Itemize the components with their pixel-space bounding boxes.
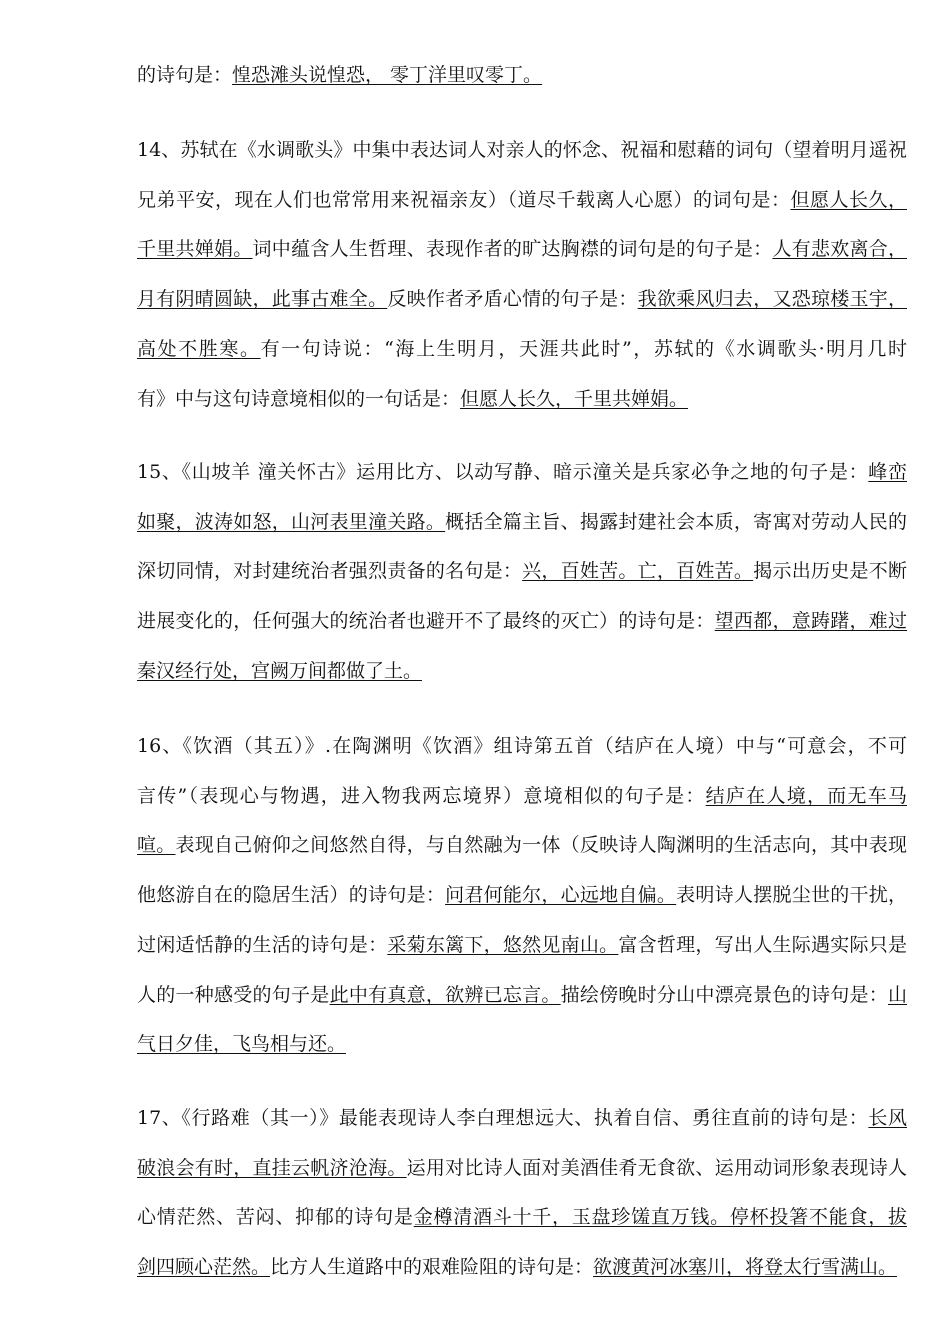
text-line [137, 62, 907, 88]
text-line [137, 509, 907, 535]
question-text: 揭示出历史是不断 [753, 560, 907, 582]
answer-text: 千里共婵娟。 [137, 238, 253, 260]
answer-text: 采菊东篱下，悠然见南山。 [387, 934, 619, 956]
text-line [137, 882, 907, 908]
text-line [137, 236, 907, 262]
answer-text: 剑四顾心茫然。 [137, 1256, 271, 1278]
answer-text: 月有阴晴圆缺，此事古难全。 [137, 288, 388, 310]
answer-text: 人有悲欢离合， [772, 238, 907, 260]
answer-text: 问君何能尔，心远地自偏。 [445, 884, 677, 906]
text-line [137, 137, 907, 163]
text-line [137, 982, 907, 1008]
question-text: 人的一种感受的句子是 [137, 984, 330, 1006]
answer-text: 此中有真意，欲辨已忘言。 [329, 984, 561, 1006]
question-text: 词中蕴含人生哲理、表现作者的旷达胸襟的词句是的句子是： [252, 238, 773, 260]
text-line [137, 832, 907, 858]
text-line [137, 187, 907, 213]
text-line [137, 386, 907, 412]
text-line [137, 1254, 907, 1280]
text-line [137, 1031, 907, 1057]
text-line [137, 286, 907, 312]
answer-text: 气日夕佳，飞鸟相与还。 [137, 1033, 347, 1055]
answer-text: 峰峦 [868, 461, 907, 483]
answer-text: 如聚，波涛如怒，山河表里潼关路。 [137, 511, 446, 533]
text-line [137, 336, 907, 362]
answer-text: 长风 [868, 1107, 907, 1129]
question-text: 他悠游自在的隐居生活）的诗句是： [137, 884, 446, 906]
text-line [137, 1105, 907, 1131]
answer-text: 山 [887, 984, 907, 1006]
answer-text: 我欲乘风归去，又恐琼楼玉宇， [637, 288, 907, 310]
question-text: 过闲适恬静的生活的诗句是： [137, 934, 388, 956]
question-text: 有一句诗说：“海上生明月，天涯共此时”，苏轼的《水调歌头·明月几时 [260, 338, 907, 360]
answer-text: 望西都，意踌躇，难过 [714, 610, 907, 632]
answer-text: 兴，百姓苦。亡，百姓苦。 [522, 560, 754, 582]
question-text: 进展变化的，任何强大的统治者也避开不了最终的灭亡）的诗句是： [137, 610, 715, 632]
text-line [137, 459, 907, 485]
text-line [137, 558, 907, 584]
answer-text: 结庐在人境，而无车马 [705, 785, 907, 807]
answer-text: 高处不胜寒。 [137, 338, 261, 360]
question-text: 富含哲理，写出人生际遇实际只是 [618, 934, 907, 956]
question-text: 心情茫然、苦闷、抑郁的诗句是 [137, 1206, 414, 1228]
text-line [137, 733, 907, 759]
answer-text: 欲渡黄河冰塞川，将登太行雪满山。 [593, 1256, 898, 1278]
answer-text: 破浪会有时，直挂云帆济沧海。 [137, 1157, 407, 1179]
question-text: 表明诗人摆脱尘世的干扰， [676, 884, 907, 906]
question-text: 比方人生道路中的艰难险阻的诗句是： [270, 1256, 594, 1278]
question-text: 17、《行路难（其一）》最能表现诗人李白理想远大、执着自信、勇往直前的诗句是： [137, 1107, 869, 1129]
text-line [137, 1204, 907, 1230]
question-text: 有》中与这句诗意境相似的一句话是： [137, 388, 461, 410]
answer-text: 但愿人长久，千里共婵娟。 [460, 388, 689, 410]
question-text: 15、《山坡羊 潼关怀古》运用比方、以动写静、暗示潼关是兵家必争之地的句子是： [137, 461, 869, 483]
answer-text: 喧。 [137, 834, 176, 856]
question-text: 描绘傍晚时分山中漂亮景色的诗句是： [560, 984, 888, 1006]
question-text: 兄弟平安，现在人们也常常用来祝福亲友）（道尽千载离人心愿）的词句是： [137, 189, 791, 211]
text-line [137, 783, 907, 809]
answer-text: 但愿人长久， [790, 189, 907, 211]
question-text: 16、《饮酒（其五）》.在陶渊明《饮酒》组诗第五首（结庐在人境）中与“可意会，不可 [137, 735, 907, 757]
answer-text: 金樽清酒斗十千，玉盘珍馐直万钱。停杯投箸不能食，拔 [413, 1206, 907, 1228]
text-line [137, 1155, 907, 1181]
answer-text: 惶恐滩头说惶恐， 零丁洋里叹零丁。 [232, 64, 543, 86]
text-line [137, 932, 907, 958]
question-text: 言传”（表现心与物遇，进入物我两忘境界）意境相似的句子是： [137, 785, 706, 807]
question-text: 表现自己俯仰之间悠然自得，与自然融为一体（反映诗人陶渊明的生活志向，其中表现 [175, 834, 907, 856]
question-text: 的诗句是： [137, 64, 233, 86]
text-line [137, 658, 907, 684]
question-text: 14、苏轼在《水调歌头》中集中表达词人对亲人的怀念、祝福和慰藉的词句（望着明月遥祝 [137, 139, 907, 161]
answer-text: 秦汉经行处，宫阙万间都做了土。 [137, 660, 423, 682]
question-text: 深切同情，对封建统治者强烈责备的名句是： [137, 560, 523, 582]
question-text: 运用对比诗人面对美酒佳肴无食欲、运用动词形象表现诗人 [406, 1157, 907, 1179]
text-line [137, 608, 907, 634]
question-text: 反映作者矛盾心情的句子是： [387, 288, 638, 310]
question-text: 概括全篇主旨、揭露封建社会本质，寄寓对劳动人民的 [445, 511, 907, 533]
